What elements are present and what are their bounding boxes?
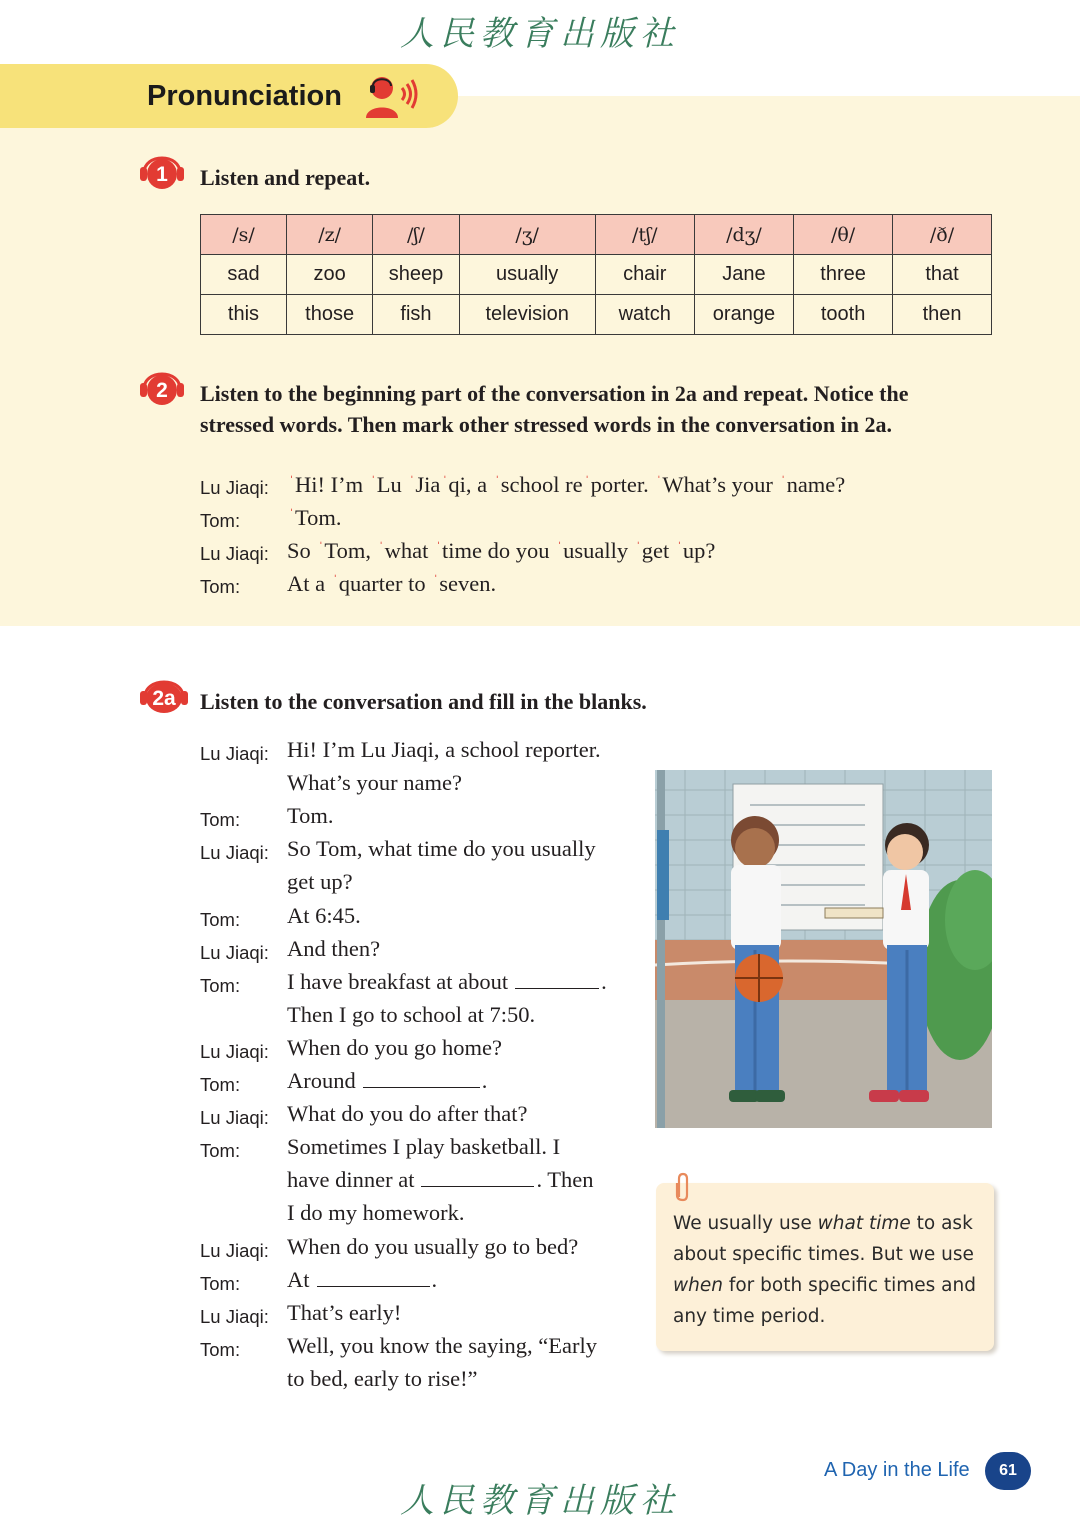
- word-cell: sad: [201, 255, 287, 295]
- speaker-label: Tom:: [200, 1140, 241, 1162]
- dialogue-line: Then I go to school at 7:50.: [287, 1001, 536, 1027]
- speaker-label: Tom:: [200, 576, 241, 597]
- speaker-label: Lu Jiaqi:: [200, 842, 269, 864]
- dialogue-line: Tom.: [287, 803, 334, 829]
- dialogue-line: get up?: [287, 869, 353, 895]
- stress-mark: ˈ: [409, 474, 415, 490]
- stress-mark: ˈ: [557, 540, 563, 556]
- stress-mark: ˈ: [442, 474, 448, 490]
- dialogue-line: And then?: [287, 935, 381, 961]
- dialogue-line: What do you do after that?: [287, 1101, 528, 1127]
- stress-mark: ˈ: [433, 573, 439, 589]
- speaker-label: Lu Jiaqi:: [200, 743, 269, 764]
- fill-in-blank[interactable]: [515, 970, 599, 989]
- word-cell: zoo: [286, 255, 372, 295]
- word-cell: this: [201, 295, 287, 335]
- exercise-2-heading: [200, 378, 908, 440]
- stress-mark: ˈ: [332, 573, 338, 589]
- speaker-label: Lu Jiaqi:: [200, 1305, 269, 1327]
- fill-in-blank[interactable]: [421, 1168, 534, 1187]
- stress-mark: ˈ: [635, 540, 641, 556]
- speaker-label: Lu Jiaqi:: [200, 941, 269, 963]
- word-cell: sheep: [373, 255, 459, 295]
- paperclip-icon: [672, 1171, 694, 1203]
- dialogue-line: So Tom, what time do you usually: [287, 836, 596, 862]
- stress-mark: ˈ: [370, 474, 376, 490]
- table-row: [201, 255, 992, 295]
- dialogue-line: Hi! I’m Lu Jiaqi, a school reporter.: [287, 737, 601, 762]
- speaker-label: Tom:: [200, 809, 241, 831]
- emphasis: what time: [817, 1213, 911, 1234]
- headphones-icon: [139, 147, 185, 193]
- word-cell: chair: [595, 255, 694, 295]
- speaker-label: Tom:: [200, 1338, 241, 1360]
- phoneme-cell: /s/: [201, 215, 287, 255]
- stress-mark: ˈ: [289, 507, 294, 523]
- phoneme-cell: /θ/: [794, 215, 893, 255]
- word-cell: fish: [373, 295, 459, 335]
- stress-mark: ˈ: [656, 474, 662, 490]
- dialogue-line: When do you go home?: [287, 1034, 502, 1060]
- word-cell: that: [893, 255, 992, 295]
- word-cell: watch: [595, 295, 694, 335]
- speaker-label: Tom:: [200, 974, 241, 996]
- headphones-icon: [139, 671, 189, 717]
- speaker-label: Lu Jiaqi:: [200, 543, 269, 564]
- table-row: [201, 295, 992, 335]
- heading-line: Listen to the beginning part of the conversation in 2a and repeat. Notice the: [200, 381, 909, 406]
- word-cell: Jane: [694, 255, 793, 295]
- publisher-watermark-top: 人民教育出版社: [400, 14, 680, 54]
- fill-in-blank[interactable]: [317, 1268, 430, 1287]
- stress-mark: ˈ: [435, 540, 441, 556]
- speaker-person-icon: [364, 74, 418, 120]
- dialogue-line: have dinner at . Then: [287, 1167, 594, 1193]
- dialogue-line: Sometimes I play basketball. I: [287, 1134, 561, 1160]
- exercise-number: 2a: [152, 687, 176, 710]
- word-cell: tooth: [794, 295, 893, 335]
- dialogue-line: Around .: [287, 1068, 488, 1093]
- stress-mark: ˈ: [584, 474, 590, 490]
- speaker-label: Tom:: [200, 1272, 241, 1294]
- dialogue-line: to bed, early to rise!”: [287, 1365, 478, 1391]
- speaker-label: Lu Jiaqi:: [200, 1107, 269, 1129]
- section-title: Pronunciation: [147, 80, 342, 112]
- stressed-line: $^ˈ$Hi! I’m $^ˈ$Lu $^ˈ$Jia $^ˈ$qi, a $^ˈ$school re $^ˈ$porter. $^ˈ$What’s your $^ˈ$name?: [289, 472, 846, 497]
- fill-in-blank[interactable]: [363, 1069, 480, 1088]
- exercise-1-heading: Listen and repeat.: [200, 165, 371, 190]
- speaker-label: Tom:: [200, 510, 241, 531]
- phoneme-cell: /tʃ/: [595, 215, 694, 255]
- emphasis: when: [673, 1275, 723, 1296]
- dialogue-line: I have breakfast at about .: [287, 968, 607, 994]
- phoneme-cell: /dʒ/: [694, 215, 793, 255]
- exercise-2a-heading: Listen to the conversation and fill in the blanks.: [200, 689, 647, 714]
- dialogue-line: At 6:45.: [287, 902, 361, 928]
- dialogue-line: I do my homework.: [287, 1200, 465, 1226]
- word-cell: three: [794, 255, 893, 295]
- headphones-icon: [139, 363, 185, 409]
- conversation-illustration: [655, 770, 992, 1128]
- dialogue-line: At .: [287, 1266, 438, 1292]
- stressed-line: $^ˈ$Tom.: [289, 505, 342, 530]
- phoneme-cell: /z/: [286, 215, 372, 255]
- publisher-watermark-bottom: 人民教育出版社: [400, 1481, 680, 1521]
- speaker-label: Tom:: [200, 1074, 241, 1095]
- dialogue-line: What’s your name?: [287, 770, 462, 796]
- dialogue-line: When do you usually go to bed?: [287, 1233, 579, 1259]
- phoneme-cell: /ʃ/: [373, 215, 459, 255]
- word-cell: television: [459, 295, 595, 335]
- unit-title: A Day in the Life: [824, 1459, 970, 1481]
- speaker-label: Lu Jiaqi:: [200, 1239, 269, 1261]
- word-cell: usually: [459, 255, 595, 295]
- word-cell: those: [286, 295, 372, 335]
- stress-mark: ˈ: [378, 540, 384, 556]
- stress-mark: ˈ: [318, 540, 324, 556]
- speaker-label: Lu Jiaqi:: [200, 477, 269, 498]
- stress-mark: ˈ: [289, 474, 294, 490]
- word-cell: orange: [694, 295, 793, 335]
- exercise-number: 1: [156, 163, 168, 186]
- phonics-table: [200, 214, 992, 335]
- heading-line: stressed words. Then mark other stressed words in the conversation in 2a.: [200, 412, 893, 437]
- speaker-label: Tom:: [200, 908, 241, 930]
- dialogue-line: That’s early!: [287, 1299, 402, 1325]
- word-cell: then: [893, 295, 992, 335]
- stress-mark: ˈ: [780, 474, 786, 490]
- stressed-line: So $^ˈ$Tom, $^ˈ$what $^ˈ$time do you $^ˈ$usually $^ˈ$get $^ˈ$up?: [287, 538, 716, 563]
- tip-text: We usually use what time to ask about specific times. But we use when for both specific times and any time period.: [673, 1213, 976, 1327]
- page-number: 61: [985, 1452, 1031, 1490]
- speaker-label: Lu Jiaqi:: [200, 1040, 269, 1062]
- stress-mark: ˈ: [494, 474, 500, 490]
- exercise-number: 2: [156, 379, 168, 402]
- phoneme-cell: /ð/: [893, 215, 992, 255]
- phoneme-cell: /ʒ/: [459, 215, 595, 255]
- table-header-row: [201, 215, 992, 255]
- stressed-line: At a $^ˈ$quarter to $^ˈ$seven.: [287, 571, 497, 596]
- stress-mark: ˈ: [676, 540, 682, 556]
- dialogue-line: Well, you know the saying, “Early: [287, 1332, 597, 1358]
